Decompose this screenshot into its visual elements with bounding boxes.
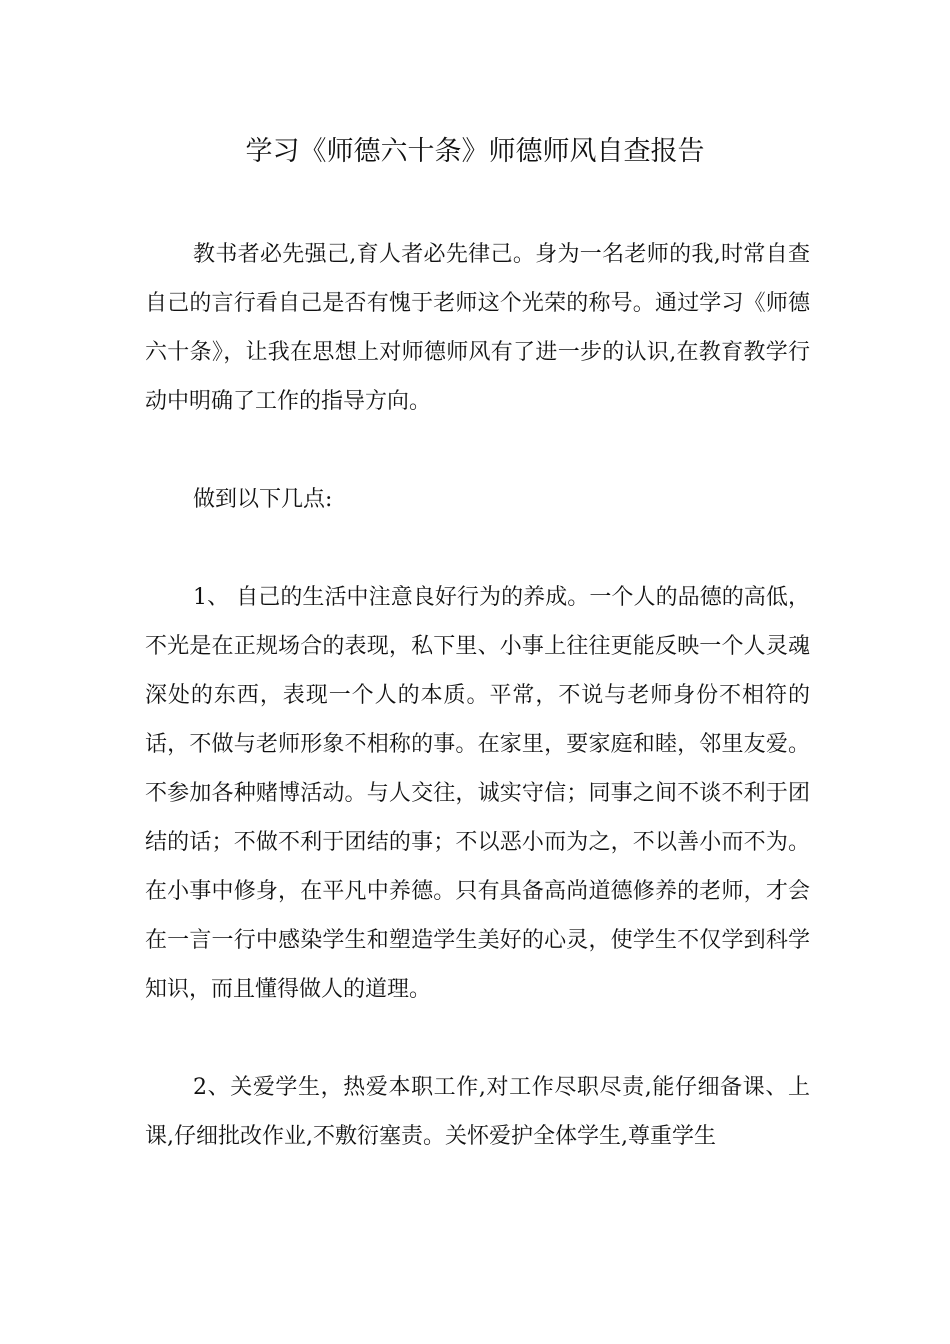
document-body: [145, 230, 810, 1161]
paragraph-points-heading: 做到以下几点:: [193, 487, 333, 512]
document-title: 学习《师德六十条》师德师风自查报告: [245, 136, 705, 167]
paragraph-point-2: 2、关爱学生，热爱本职工作,对工作尽职尽责,能仔细备课、上课,仔细批改作业,不敷衍塞责。关怀爱护全体学生,尊重学生: [145, 1075, 810, 1149]
paragraph-intro: 教书者必先强己,育人者必先律己。身为一名老师的我,时常自查自己的言行看自己是否有愧于老师这个光荣的称号。通过学习《师德六十条》，让我在思想上对师德师风有了进一步的认识,在教育教学行动中明确了工作的指导方向。: [145, 242, 810, 414]
paragraph-point-1: 1、 自己的生活中注意良好行为的养成。一个人的品德的高低，不光是在正规场合的表现，私下里、小事上往往更能反映一个人灵魂深处的东西，表现一个人的本质。平常，不说与老师身份不相符的话，不做与老师形象不相称的事。在家里，要家庭和睦，邻里友爱。不参加各种赌博活动。与人交往，诚实守信；同事之间不谈不利于团结的话；不做不利于团结的事；不以恶小而为之，不以善小而不为。在小事中修身，在平凡中养德。只有具备高尚道德修养的老师，才会在一言一行中感染学生和塑造学生美好的心灵，使学生不仅学到科学知识，而且懂得做人的道理。: [145, 585, 810, 1002]
